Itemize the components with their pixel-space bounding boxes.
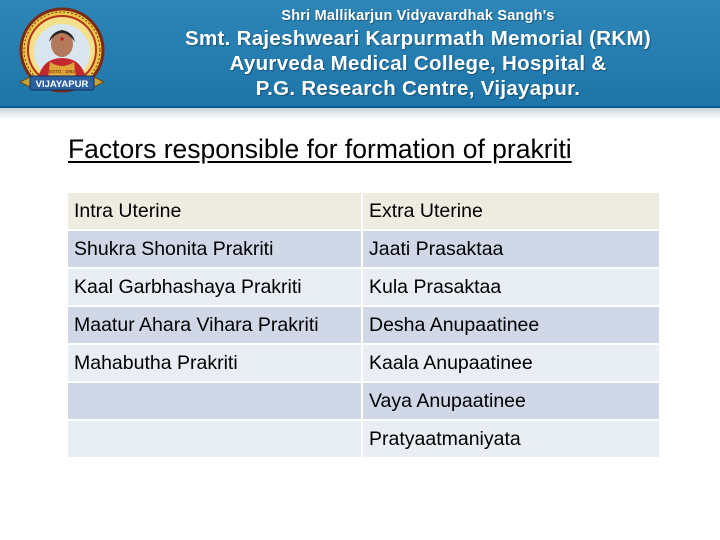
extra-uterine-cell: Desha Anupaatinee bbox=[363, 307, 659, 343]
college-name-line3: P.G. Research Centre, Vijayapur. bbox=[255, 77, 581, 100]
sangh-name: Shri Mallikarjun Vidyavardhak Sangh's bbox=[281, 8, 555, 24]
college-logo-emblem bbox=[10, 6, 118, 104]
extra-uterine-cell: Kula Prasaktaa bbox=[363, 269, 659, 305]
intra-uterine-cell: Kaal Garbhashaya Prakriti bbox=[68, 269, 361, 305]
table-row bbox=[68, 269, 659, 305]
extra-uterine-cell: Pratyaatmaniyata bbox=[363, 421, 659, 457]
intra-uterine-cell: Mahabutha Prakriti bbox=[68, 345, 361, 381]
intra-uterine-cell bbox=[68, 383, 361, 419]
logo-ribbon-label: VIJAYAPUR bbox=[35, 79, 89, 90]
column-header-intra-uterine: Intra Uterine bbox=[68, 193, 361, 229]
table-row bbox=[68, 383, 659, 419]
intra-uterine-cell: Shukra Shonita Prakriti bbox=[68, 231, 361, 267]
header-banner bbox=[0, 0, 720, 110]
intra-uterine-cell: Maatur Ahara Vihara Prakriti bbox=[68, 307, 361, 343]
table-row bbox=[68, 345, 659, 381]
college-name-line2: Ayurveda Medical College, Hospital & bbox=[229, 52, 607, 75]
college-name-line1: Smt. Rajeshweari Karpurmath Memorial (RKM) bbox=[185, 27, 651, 50]
column-header-extra-uterine: Extra Uterine bbox=[363, 193, 659, 229]
table-row bbox=[68, 421, 659, 457]
prakriti-factors-table bbox=[66, 191, 661, 459]
intra-uterine-cell bbox=[68, 421, 361, 457]
extra-uterine-cell: Jaati Prasaktaa bbox=[363, 231, 659, 267]
logo-year-label: ESTD : 1992 bbox=[49, 69, 75, 74]
banner-shadow bbox=[0, 108, 720, 120]
table-row bbox=[68, 231, 659, 267]
table-header-row bbox=[68, 193, 659, 229]
extra-uterine-cell: Vaya Anupaatinee bbox=[363, 383, 659, 419]
table-row bbox=[68, 307, 659, 343]
institution-name bbox=[118, 6, 718, 101]
extra-uterine-cell: Kaala Anupaatinee bbox=[363, 345, 659, 381]
slide-title: Factors responsible for formation of prakriti bbox=[68, 134, 572, 164]
